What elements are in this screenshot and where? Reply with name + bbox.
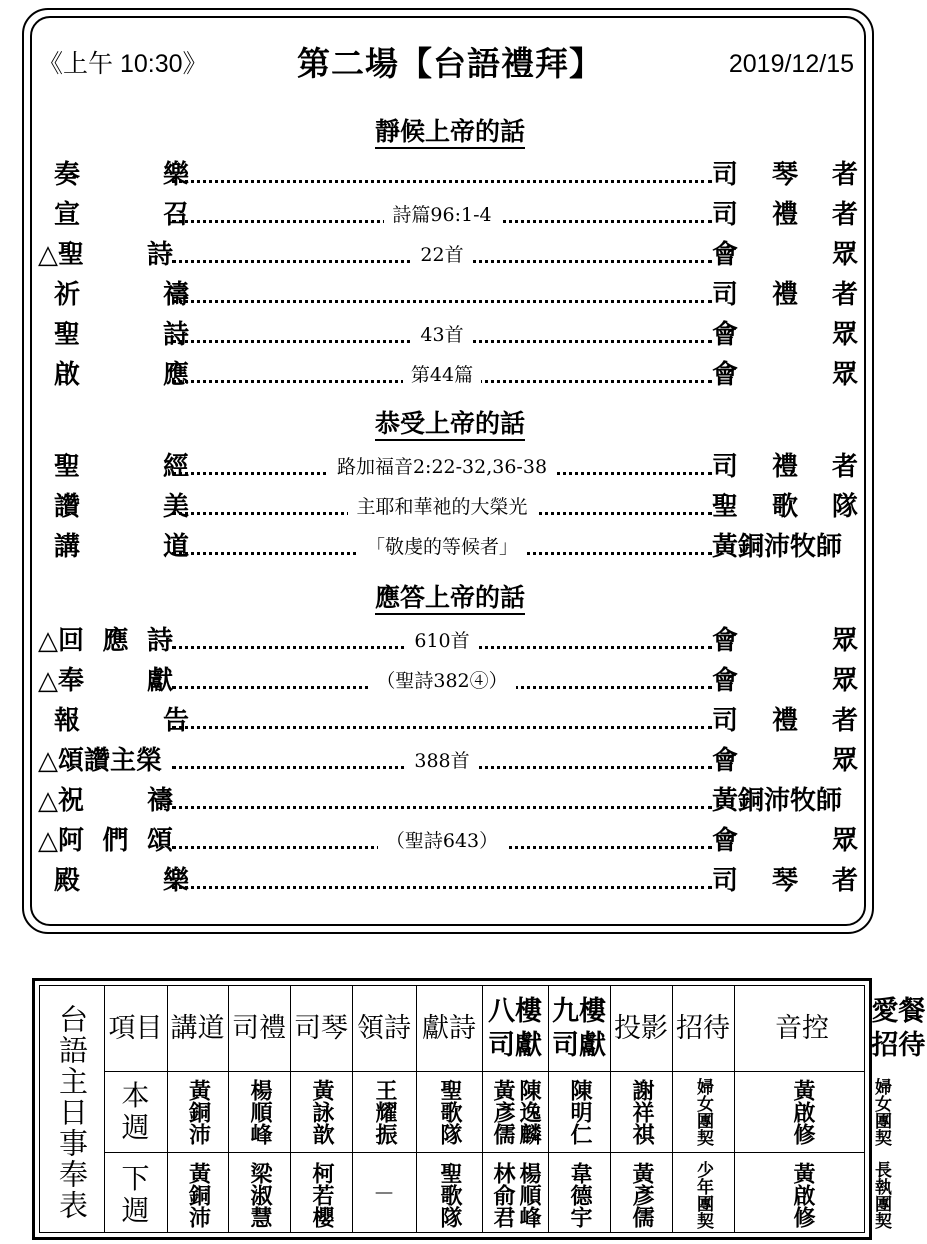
duty-cell bbox=[610, 1071, 672, 1152]
section-title-text: 靜候上帝的話 bbox=[375, 117, 525, 149]
program-item bbox=[38, 701, 189, 741]
program-item-char: 奏 bbox=[54, 160, 81, 190]
program-row bbox=[38, 527, 858, 567]
duty-cell bbox=[416, 1152, 482, 1238]
table-header-text: 投影 bbox=[614, 1012, 668, 1044]
week-label-text: 本週 bbox=[121, 1078, 150, 1144]
program-item-char: 應 bbox=[162, 360, 189, 390]
program-item bbox=[38, 487, 189, 527]
program-item-char: 啟 bbox=[54, 360, 81, 390]
program-detail bbox=[172, 861, 712, 901]
duty-cell bbox=[672, 1152, 734, 1238]
duty-name: 聖歌隊 bbox=[437, 1162, 462, 1228]
program-item bbox=[38, 195, 189, 235]
program-item-char: 報 bbox=[54, 706, 81, 736]
duty-name: 陳逸麟 黃彥儒 bbox=[490, 1078, 541, 1145]
program-item-char: 頌 bbox=[146, 826, 173, 856]
duty-name: 黃啟修 bbox=[790, 1162, 815, 1228]
program-person-text: 者 bbox=[831, 160, 858, 190]
duty-cell bbox=[734, 1071, 870, 1152]
program-item bbox=[38, 447, 189, 487]
program-item-char: 樂 bbox=[162, 160, 189, 190]
program-detail-text: 22首 bbox=[412, 244, 471, 266]
program-person-text: 眾 bbox=[831, 360, 858, 390]
duty-name: 楊順峰 bbox=[247, 1078, 272, 1145]
duty-cell bbox=[290, 1152, 352, 1238]
program-item-char: 宣 bbox=[54, 200, 81, 230]
program-detail-text: 詩篇96:1-4 bbox=[384, 204, 499, 226]
program-detail-text: （聖詩382④） bbox=[368, 670, 515, 692]
duty-name: 黃銅沛 bbox=[185, 1162, 211, 1228]
program-item bbox=[38, 621, 173, 661]
program-item-char: 聖 bbox=[54, 452, 81, 482]
program-row bbox=[38, 355, 858, 395]
program-person bbox=[712, 621, 858, 661]
program-item-char: 道 bbox=[162, 532, 189, 562]
program-person-text: 禮 bbox=[771, 200, 798, 230]
week-label-cell bbox=[104, 1071, 167, 1152]
duty-name: 梁淑慧 bbox=[247, 1162, 272, 1228]
program-detail-text: 第44篇 bbox=[403, 364, 481, 386]
program-item-char: △祝 bbox=[38, 786, 84, 816]
program-item bbox=[38, 741, 173, 781]
table-header-text: 講道 bbox=[170, 1012, 225, 1044]
duty-cell bbox=[672, 1071, 734, 1152]
program-person-text: 聖 bbox=[712, 492, 739, 522]
program-item bbox=[38, 155, 189, 195]
table-header-cell bbox=[482, 986, 548, 1071]
program-person-text: 者 bbox=[831, 200, 858, 230]
program-person bbox=[712, 741, 858, 781]
program-detail-text: 「敬虔的等候者」 bbox=[358, 536, 526, 558]
duty-cell bbox=[482, 1071, 548, 1152]
duty-name: 少年團契 bbox=[693, 1161, 713, 1229]
duty-table-title bbox=[40, 986, 104, 1238]
table-header-text: 獻詩 bbox=[422, 1012, 476, 1044]
program-person-text: 禮 bbox=[771, 280, 798, 310]
section-title-text: 恭受上帝的話 bbox=[375, 409, 525, 441]
program-item-char: 樂 bbox=[162, 866, 189, 896]
program-item-char: 經 bbox=[162, 452, 189, 482]
table-header-text: 八樓司獻 bbox=[488, 995, 542, 1061]
program-person-text: 會 bbox=[712, 320, 739, 350]
program-person bbox=[712, 447, 858, 487]
program-detail-text: 610首 bbox=[406, 630, 477, 652]
table-header-cell bbox=[352, 986, 416, 1071]
duty-name: － bbox=[372, 1182, 395, 1207]
program-item bbox=[38, 235, 173, 275]
duty-cell bbox=[734, 1152, 870, 1238]
table-header-cell bbox=[104, 986, 167, 1071]
program-item-char: 禱 bbox=[146, 786, 173, 816]
service-title: 第二場【台語禮拜】 bbox=[297, 44, 603, 83]
program-person bbox=[712, 155, 858, 195]
program-item-char: △頌讚主榮 bbox=[38, 746, 162, 776]
program-item-char: 詩 bbox=[146, 626, 173, 656]
program-person-text: 黃銅沛牧師 bbox=[712, 786, 843, 816]
table-header-cell bbox=[870, 986, 927, 1071]
program-person bbox=[712, 861, 858, 901]
program-person-text: 會 bbox=[712, 360, 739, 390]
table-header-text: 音控 bbox=[775, 1012, 829, 1044]
program-person bbox=[712, 355, 858, 395]
program-item bbox=[38, 315, 189, 355]
duty-name: 韋德宇 bbox=[567, 1162, 592, 1228]
program-person-text: 禮 bbox=[771, 452, 798, 482]
program-item-char: 應 bbox=[102, 626, 129, 656]
duty-name: 黃啟修 bbox=[790, 1078, 815, 1145]
program-item-char: 講 bbox=[54, 532, 81, 562]
duty-name: 楊順峰 林俞君 bbox=[490, 1162, 541, 1228]
program-person bbox=[712, 195, 858, 235]
program-person-text: 司 bbox=[712, 706, 739, 736]
program-person-text: 者 bbox=[831, 866, 858, 896]
table-header-cell bbox=[548, 986, 610, 1071]
program-person-text: 眾 bbox=[831, 626, 858, 656]
program-person-text: 琴 bbox=[771, 866, 798, 896]
program-item-char: △聖 bbox=[38, 240, 84, 270]
program-person-text: 眾 bbox=[831, 320, 858, 350]
table-header-cell bbox=[167, 986, 228, 1071]
program-item-char: 獻 bbox=[146, 666, 173, 696]
duty-cell bbox=[870, 1152, 892, 1238]
duty-table-title-text: 台語主日事奉表 bbox=[55, 1003, 89, 1221]
program-item-char: △阿 bbox=[38, 826, 84, 856]
program-person bbox=[712, 661, 858, 701]
duty-cell bbox=[610, 1152, 672, 1238]
program-item bbox=[38, 861, 189, 901]
duty-name: 長執團契 bbox=[871, 1161, 891, 1229]
program-person bbox=[712, 275, 858, 315]
program-item-char: 召 bbox=[162, 200, 189, 230]
duty-name: 婦女團契 bbox=[693, 1077, 713, 1146]
program-item-char: 美 bbox=[162, 492, 189, 522]
program-person-text: 者 bbox=[831, 280, 858, 310]
program-item-char: 讚 bbox=[54, 492, 81, 522]
program-person-text: 眾 bbox=[831, 746, 858, 776]
service-date: 2019/12/15 bbox=[728, 50, 854, 78]
table-header-text: 司禮 bbox=[232, 1012, 286, 1044]
duty-roster-table bbox=[32, 978, 926, 1240]
table-header-cell bbox=[228, 986, 290, 1071]
duty-name: 謝祥祺 bbox=[629, 1078, 654, 1145]
duty-cell bbox=[167, 1071, 228, 1152]
program-item-char: 祈 bbox=[54, 280, 81, 310]
program-detail-text: （聖詩643） bbox=[378, 830, 506, 852]
duty-name: 陳明仁 bbox=[567, 1078, 592, 1145]
program-person-text: 司 bbox=[712, 866, 739, 896]
program-detail-text: 路加福音2:22-32,36-38 bbox=[329, 456, 555, 478]
program-person-text: 者 bbox=[831, 452, 858, 482]
table-header-cell bbox=[610, 986, 672, 1071]
table-header-text: 九樓司獻 bbox=[552, 995, 606, 1061]
program-person-text: 會 bbox=[712, 826, 739, 856]
program-person-text: 眾 bbox=[831, 826, 858, 856]
table-header-text: 招待 bbox=[676, 1012, 730, 1044]
program-person-text: 眾 bbox=[831, 240, 858, 270]
week-label-cell bbox=[104, 1152, 167, 1238]
table-header-text: 領詩 bbox=[357, 1012, 411, 1044]
program-item-char: 詩 bbox=[162, 320, 189, 350]
duty-cell bbox=[228, 1152, 290, 1238]
duty-cell bbox=[548, 1152, 610, 1238]
program-person-text: 司 bbox=[712, 452, 739, 482]
program-item-char: 聖 bbox=[54, 320, 81, 350]
table-header-cell bbox=[672, 986, 734, 1071]
program-item bbox=[38, 821, 173, 861]
duty-cell bbox=[352, 1071, 416, 1152]
program-person-text: 會 bbox=[712, 626, 739, 656]
program-item-char: 詩 bbox=[146, 240, 173, 270]
duty-cell bbox=[416, 1071, 482, 1152]
duty-name: 黃彥儒 bbox=[629, 1162, 654, 1228]
program-item-char: △回 bbox=[38, 626, 84, 656]
duty-cell bbox=[870, 1071, 892, 1152]
program-item bbox=[38, 355, 189, 395]
program-person bbox=[712, 701, 858, 741]
duty-cell bbox=[352, 1152, 416, 1238]
duty-cell bbox=[228, 1071, 290, 1152]
duty-cell bbox=[482, 1152, 548, 1238]
program-item bbox=[38, 781, 173, 821]
table-header-text: 愛餐招待 bbox=[871, 995, 926, 1061]
program-person-text: 眾 bbox=[831, 666, 858, 696]
table-header-cell bbox=[290, 986, 352, 1071]
program-detail-text: 388首 bbox=[406, 750, 477, 772]
program-person-text: 琴 bbox=[771, 160, 798, 190]
table-header-cell bbox=[734, 986, 870, 1071]
program-detail-text: 43首 bbox=[412, 324, 471, 346]
program-person-text: 會 bbox=[712, 666, 739, 696]
program-row bbox=[38, 861, 858, 901]
program-person-text: 司 bbox=[712, 280, 739, 310]
table-header-text: 項目 bbox=[108, 1012, 163, 1044]
duty-name: 黃詠歆 bbox=[309, 1078, 334, 1145]
program-item-char: 禱 bbox=[162, 280, 189, 310]
program-person bbox=[712, 821, 858, 861]
program-person-text: 禮 bbox=[771, 706, 798, 736]
program-person-text: 司 bbox=[712, 160, 739, 190]
duty-cell bbox=[167, 1152, 228, 1238]
program-item-char: 殿 bbox=[54, 866, 81, 896]
program-person bbox=[712, 487, 858, 527]
duty-cell bbox=[548, 1071, 610, 1152]
program-item-char: △奉 bbox=[38, 666, 84, 696]
program-person bbox=[712, 315, 858, 355]
program-person-text: 歌 bbox=[771, 492, 798, 522]
program-item-char: 們 bbox=[102, 826, 129, 856]
program-person bbox=[712, 781, 858, 821]
section-title-text: 應答上帝的話 bbox=[375, 583, 525, 615]
duty-name: 王耀振 bbox=[372, 1078, 397, 1145]
program-item bbox=[38, 275, 189, 315]
program-detail bbox=[172, 527, 712, 567]
program-detail bbox=[172, 355, 712, 395]
program-person bbox=[712, 235, 858, 275]
duty-name: 柯若櫻 bbox=[309, 1162, 334, 1228]
program-person-text: 司 bbox=[712, 200, 739, 230]
program-person bbox=[712, 527, 858, 567]
program-person-text: 隊 bbox=[831, 492, 858, 522]
table-header-cell bbox=[416, 986, 482, 1071]
duty-name: 聖歌隊 bbox=[437, 1078, 462, 1145]
week-label-text: 下週 bbox=[121, 1162, 150, 1227]
duty-name: 婦女團契 bbox=[871, 1077, 891, 1146]
duty-name: 黃銅沛 bbox=[185, 1078, 211, 1145]
program-person-text: 黃銅沛牧師 bbox=[712, 532, 843, 562]
table-header-text: 司琴 bbox=[294, 1012, 348, 1044]
program-detail-text: 主耶和華祂的大榮光 bbox=[348, 496, 535, 518]
service-time: 《上午 10:30》 bbox=[38, 50, 208, 78]
duty-cell bbox=[290, 1071, 352, 1152]
program-item bbox=[38, 527, 189, 567]
program-person-text: 者 bbox=[831, 706, 858, 736]
program-item bbox=[38, 661, 173, 701]
program-person-text: 會 bbox=[712, 240, 739, 270]
program-item-char: 告 bbox=[162, 706, 189, 736]
program-person-text: 會 bbox=[712, 746, 739, 776]
